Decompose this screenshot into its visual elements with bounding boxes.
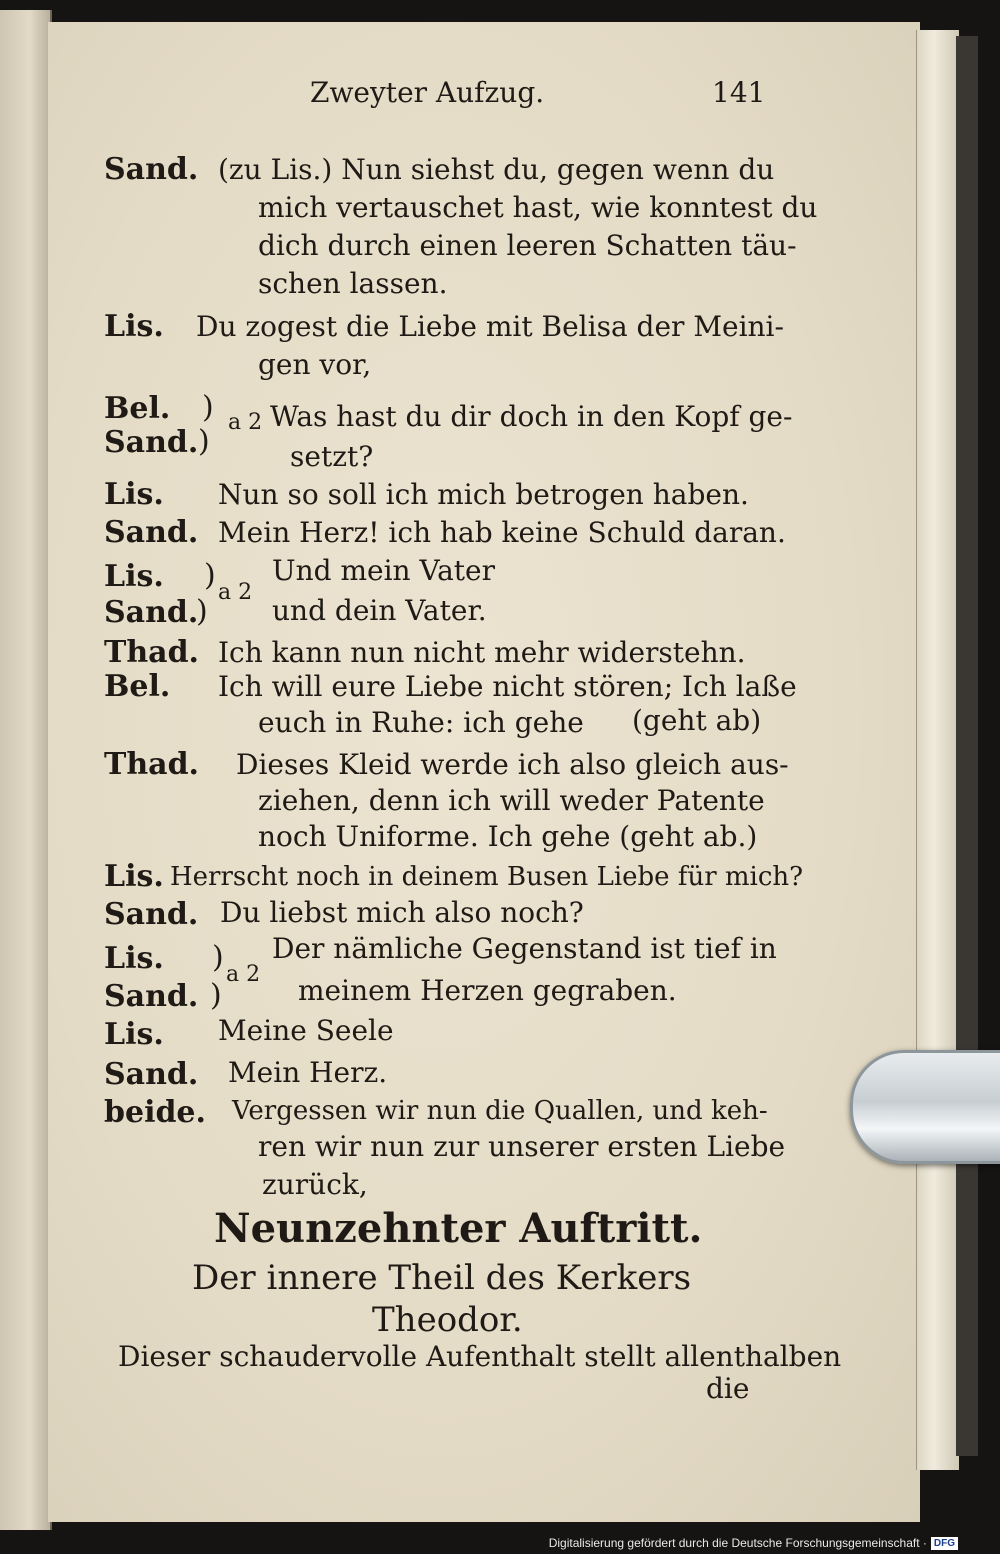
bracket-mark: )	[204, 558, 216, 593]
line-text: zurück,	[262, 1168, 368, 1201]
speaker-sand: Sand.	[104, 515, 199, 550]
line-text: Du zogest die Liebe mit Belisa der Meini-	[196, 310, 784, 343]
speaker-lis: Lis.	[104, 859, 164, 894]
line-text: Mein Herz.	[228, 1056, 388, 1089]
speaker-bel: Bel.	[104, 669, 171, 704]
line-text: Vergessen wir nun die Quallen, und keh-	[232, 1096, 768, 1126]
line-text: Meine Seele	[218, 1014, 394, 1047]
line-text: noch Uniforme. Ich gehe (geht ab.)	[258, 820, 758, 853]
bracket-mark: )	[202, 390, 214, 425]
scene-title: Neunzehnter Auftritt.	[214, 1205, 703, 1252]
speaker-sand: Sand.	[104, 1057, 199, 1092]
a2-marker: a 2	[218, 580, 253, 605]
line-text: Und mein Vater	[272, 554, 496, 587]
stage-direction: (geht ab)	[632, 704, 762, 737]
line-text: ren wir nun zur unserer ersten Liebe	[258, 1130, 786, 1163]
running-head: Zweyter Aufzug.	[310, 76, 545, 109]
speaker-lis: Lis.	[104, 309, 164, 344]
scene-character: Theodor.	[372, 1300, 523, 1340]
a2-marker: a 2	[226, 962, 261, 987]
line-text: dich durch einen leeren Schatten täu-	[258, 229, 797, 262]
bracket-mark: )	[198, 424, 210, 459]
line-text: Herrscht noch in deinem Busen Liebe für mich?	[170, 862, 804, 892]
speaker-lis: Lis.	[104, 941, 164, 976]
speaker-sand: Sand.	[104, 897, 199, 932]
left-page-edge	[0, 10, 52, 1530]
speaker-thad: Thad.	[104, 747, 199, 782]
speaker-thad: Thad.	[104, 635, 199, 670]
line-text: setzt?	[290, 440, 374, 473]
speaker-sand: Sand.	[104, 595, 199, 630]
dfg-logo: DFG	[931, 1537, 958, 1550]
line-text: Mein Herz! ich hab keine Schuld daran.	[218, 516, 786, 549]
footer-credit	[549, 1536, 958, 1550]
line-text: meinem Herzen gegraben.	[298, 974, 677, 1007]
scene-setting: Der innere Theil des Kerkers	[192, 1258, 692, 1298]
line-text: Du liebst mich also noch?	[220, 896, 584, 929]
speaker-lis: Lis.	[104, 1017, 164, 1052]
speaker-sand: Sand.	[104, 425, 199, 460]
speaker-beide: beide.	[104, 1095, 206, 1130]
line-text: Nun so soll ich mich betrogen haben.	[218, 478, 749, 511]
bracket-mark: )	[212, 940, 224, 975]
line-text: mich vertauschet hast, wie konntest du	[258, 191, 818, 224]
line-text: (zu Lis.) Nun siehst du, gegen wenn du	[218, 153, 775, 186]
line-text: Dieses Kleid werde ich also gleich aus-	[236, 748, 789, 781]
line-text: Ich will eure Liebe nicht stören; Ich laße	[218, 670, 797, 703]
speaker-sand: Sand.	[104, 152, 199, 187]
speaker-lis: Lis.	[104, 477, 164, 512]
line-text: gen vor,	[258, 348, 372, 381]
footer-text: Digitalisierung gefördert durch die Deutsche Forschungsgemeinschaft ·	[548, 1536, 927, 1550]
speaker-lis: Lis.	[104, 559, 164, 594]
line-text: ziehen, denn ich will weder Patente	[258, 784, 765, 817]
catchword: die	[706, 1372, 750, 1405]
stage-description: Dieser schaudervolle Aufenthalt stellt allenthalben	[118, 1340, 842, 1373]
book-cover-edge	[956, 36, 978, 1456]
bracket-mark: )	[196, 594, 208, 629]
line-text: schen lassen.	[258, 267, 448, 300]
bracket-mark: )	[210, 978, 222, 1013]
page-clip	[850, 1050, 1000, 1164]
page-number: 141	[712, 76, 766, 109]
speaker-bel: Bel.	[104, 391, 171, 426]
page-block-edge	[916, 30, 959, 1470]
line-text: und dein Vater.	[272, 594, 487, 627]
line-text: Ich kann nun nicht mehr widerstehn.	[218, 636, 746, 669]
a2-marker: a 2	[228, 410, 263, 435]
line-text: Was hast du dir doch in den Kopf ge-	[270, 400, 793, 433]
line-text: Der nämliche Gegenstand ist tief in	[272, 932, 777, 965]
line-text: euch in Ruhe: ich gehe	[258, 706, 584, 739]
speaker-sand: Sand.	[104, 979, 199, 1014]
